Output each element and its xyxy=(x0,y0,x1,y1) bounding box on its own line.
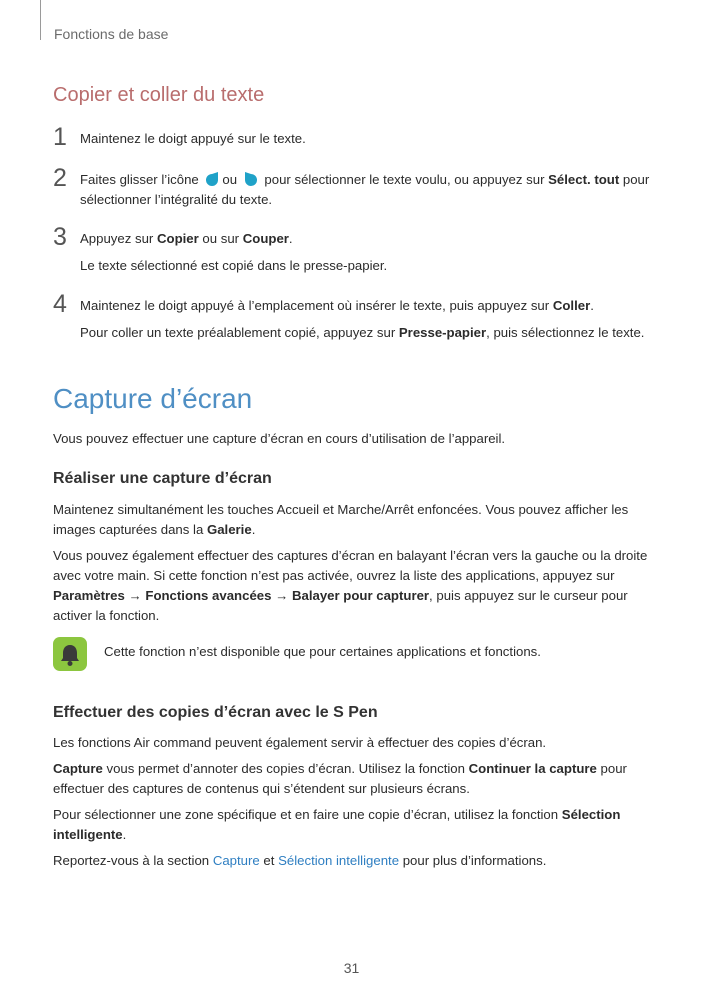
para-text: pour effectuer des captures de contenus qui s’étendent sur plusieurs écrans. xyxy=(53,761,627,796)
step-number: 2 xyxy=(53,164,67,192)
smart-select-label: Sélection intelligente xyxy=(53,807,621,842)
step-text-or: ou xyxy=(222,172,238,187)
smart-select-link[interactable]: Sélection intelligente xyxy=(278,853,400,868)
section-title-capture: Capture d’écran xyxy=(53,383,253,414)
step-text: Faites glisser l’icône xyxy=(80,172,199,187)
selection-handle-left-icon xyxy=(205,171,219,187)
step-4 xyxy=(53,290,653,343)
advanced-features-label: Fonctions avancées xyxy=(145,588,272,603)
capture-intro xyxy=(53,429,653,455)
step-text: pour xyxy=(622,172,650,187)
intro-text: Vous pouvez effectuer une capture d’écran en cours d’utilisation de l’appareil. xyxy=(53,431,506,446)
step-text: Appuyez sur xyxy=(80,231,154,246)
para-text: . xyxy=(122,827,127,842)
capture-label: Capture xyxy=(53,761,103,776)
selection-handle-right-icon xyxy=(244,171,258,187)
section-title-copy: Copier et coller du texte xyxy=(53,84,265,106)
bell-note-icon xyxy=(53,637,87,671)
step-subtext: Pour coller un texte préalablement copié, appuyez sur xyxy=(80,325,396,340)
step-text-line2: sélectionner l’intégralité du texte. xyxy=(80,192,273,207)
para-text: , puis appuyez sur le curseur pour activer la fonction. xyxy=(53,588,628,623)
capture-link[interactable]: Capture xyxy=(212,853,260,868)
step-text: ou sur xyxy=(202,231,240,246)
step-text: pour sélectionner le texte voulu, ou appuyez sur xyxy=(264,172,545,187)
settings-label: Paramètres xyxy=(53,588,125,603)
step-number: 1 xyxy=(53,123,67,151)
step-number: 4 xyxy=(53,290,67,318)
subsection-title-spen: Effectuer des copies d’écran avec le S Pen xyxy=(53,704,378,721)
spen-paragraphs xyxy=(53,733,653,877)
step-3 xyxy=(53,223,653,276)
page-number: 31 xyxy=(343,960,360,976)
para-text: Pour sélectionner une zone spécifique et en faire une copie d’écran, utilisez la fonction xyxy=(53,807,559,822)
para-text: . xyxy=(251,522,256,537)
step-text: . xyxy=(288,231,293,246)
step-2 xyxy=(53,164,653,210)
arrow-icon: → xyxy=(275,588,289,603)
clipboard-label: Presse-papier xyxy=(398,325,487,340)
step-1 xyxy=(53,123,653,151)
para-text: Les fonctions Air command peuvent également servir à effectuer des copies d’écran. xyxy=(53,735,547,750)
gallery-label: Galerie xyxy=(206,522,252,537)
header-rule xyxy=(40,0,41,40)
cut-label: Couper xyxy=(242,231,289,246)
step-text: Maintenez le doigt appuyé sur le texte. xyxy=(80,131,306,146)
chapter-title: Fonctions de base xyxy=(54,26,169,42)
para-text: Vous pouvez également effectuer des captures d’écran en balayant l’écran vers la gauche ou la droite avec votre main. Si cette fonction n’est pas activée, ouvrez la liste des applications, appuyez sur xyxy=(53,548,648,583)
note-text: Cette fonction n’est disponible que pour certaines applications et fonctions. xyxy=(104,644,541,659)
paste-label: Coller xyxy=(552,298,591,313)
step-subtext: , puis sélectionnez le texte. xyxy=(486,325,645,340)
para-text: Reportez-vous à la section xyxy=(53,853,210,868)
screenshot-paragraphs xyxy=(53,500,653,632)
copy-label: Copier xyxy=(156,231,199,246)
step-subtext: Le texte sélectionné est copié dans le presse-papier. xyxy=(80,258,388,273)
step-text: Maintenez le doigt appuyé à l’emplacement où insérer le texte, puis appuyez sur xyxy=(80,298,550,313)
subsection-title-screenshot: Réaliser une capture d’écran xyxy=(53,470,272,487)
scroll-capture-label: Continuer la capture xyxy=(468,761,597,776)
para-text: pour plus d’informations. xyxy=(402,853,547,868)
step-number: 3 xyxy=(53,223,67,251)
para-text: Maintenez simultanément les touches Accueil et Marche/Arrêt enfoncées. Vous pouvez afficher les images capturées dans la xyxy=(53,502,629,537)
step-text: . xyxy=(590,298,594,313)
para-text: et xyxy=(263,853,275,868)
arrow-icon: → xyxy=(128,588,142,603)
para-text: vous permet d’annoter des copies d’écran. Utilisez la fonction xyxy=(106,761,465,776)
palm-swipe-label: Balayer pour capturer xyxy=(291,588,430,603)
select-all-label: Sélect. tout xyxy=(548,172,620,187)
